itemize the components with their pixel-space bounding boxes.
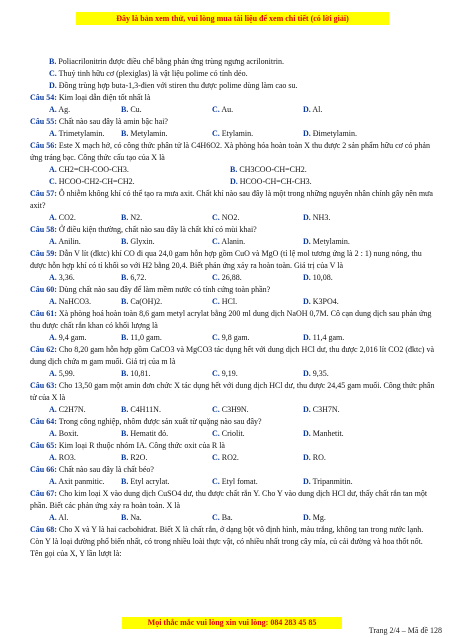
option-text: Etylamin. [219, 129, 254, 138]
option-label: B. [121, 405, 129, 414]
question [30, 116, 435, 128]
question-text: Kim loại dẫn điện tốt nhất là [56, 93, 151, 102]
answer-option [212, 476, 303, 488]
option-text: C3H9N. [219, 405, 249, 414]
answer-option [121, 368, 212, 380]
answer-option [30, 512, 121, 524]
page-number: Trang 2/4 – Mã đề 128 [368, 626, 442, 635]
option-text: 3,36. [56, 273, 75, 282]
option-text: Al. [56, 513, 69, 522]
option-line [30, 68, 435, 80]
option-text: 11,4 gam. [310, 333, 345, 342]
question-text: Este X mạch hở, có công thức phân tử là C4H6O2. Xà phòng hóa hoàn toàn X thu được 2 sản phẩm hữu cơ có phản ứng tráng bạc. Công thức cấu tạo của X là [30, 141, 430, 162]
option-text: C3H7N. [310, 405, 340, 414]
question-number: Câu 67: [30, 489, 57, 498]
answer-options [30, 368, 435, 380]
option-label: C. [212, 297, 220, 306]
option-text: C2H7N. [56, 405, 86, 414]
answer-option [121, 512, 212, 524]
answer-option [30, 452, 121, 464]
option-text: Alanin. [219, 237, 246, 246]
option-text: 9,4 gam. [56, 333, 87, 342]
option-text: 5,99. [56, 369, 75, 378]
question [30, 440, 435, 452]
question [30, 344, 435, 368]
answer-option [212, 272, 303, 284]
question-number: Câu 63: [30, 381, 57, 390]
question-number: Câu 59: [30, 249, 57, 258]
option-label: A. [49, 513, 57, 522]
option-text: 10,08. [310, 273, 333, 282]
question-text: Cho X và Y là hai cacbohiđrat. Biết X là chất rắn, ở dạng bột vô định hình, màu trắng, không tan trong nước lạnh. Còn Y là loại đường phổ biến nhất, có trong nhiều loài thực vật, có nhiều nhất trong cây mía, củ cải đường và hoa thốt nốt. Tên gọi của X, Y lần lượt là: [30, 525, 424, 558]
answer-options [30, 332, 435, 344]
option-label: B. [49, 57, 57, 66]
answer-option [212, 332, 303, 344]
option-text: Manhetit. [310, 429, 344, 438]
option-label: C. [212, 129, 220, 138]
preview-banner: Đây là bản xem thử, vui lòng mua tài liệu để xem chi tiết (có lời giải) [76, 12, 389, 25]
option-text: Glyxin. [128, 237, 155, 246]
question-number: Câu 66: [30, 465, 57, 474]
question-number: Câu 58: [30, 225, 57, 234]
option-label: D. [303, 429, 311, 438]
answer-option [303, 272, 394, 284]
answer-option [303, 368, 394, 380]
option-text: Metylamin. [128, 129, 168, 138]
question-number: Câu 57: [30, 189, 57, 198]
answer-options [30, 512, 435, 524]
question [30, 248, 435, 272]
option-text: NO2. [219, 213, 240, 222]
answer-option [212, 452, 303, 464]
answer-option [303, 512, 394, 524]
question-number: Câu 62: [30, 345, 57, 354]
question-list [30, 56, 435, 560]
answer-option [121, 104, 212, 116]
option-line [30, 80, 435, 92]
option-text: C4H11N. [128, 405, 161, 414]
option-label: D. [303, 405, 311, 414]
answer-option [303, 404, 394, 416]
option-label: C. [212, 429, 220, 438]
question-number: Câu 56: [30, 141, 57, 150]
question-text: Xà phòng hoá hoàn toàn 8,6 gam metyl acrylat bằng 200 ml dung dịch NaOH 0,7M. Cô cạn dung dịch sau phản ứng thu được chất rắn khan có khối lượng là [30, 309, 432, 330]
option-text: NaHCO3. [56, 297, 91, 306]
question [30, 224, 435, 236]
answer-option [303, 452, 394, 464]
option-label: A. [49, 405, 57, 414]
option-label: B. [121, 369, 129, 378]
option-text: 6,72. [128, 273, 147, 282]
question-text: Kim loại R thuộc nhóm IA. Công thức oxit của R là [56, 441, 225, 450]
answer-option [121, 296, 212, 308]
option-label: D. [303, 105, 311, 114]
option-label: D. [230, 177, 238, 186]
option-text: Metylamin. [310, 237, 350, 246]
option-text: Ba. [219, 513, 233, 522]
option-label: A. [49, 165, 57, 174]
answer-option [30, 164, 230, 176]
option-text: Na. [128, 513, 142, 522]
answer-options [30, 404, 435, 416]
option-text: Etyl fomat. [219, 477, 258, 486]
option-text: R2O. [128, 453, 148, 462]
option-label: B. [121, 237, 129, 246]
answer-options [30, 104, 435, 116]
option-text: Poliacrilonitrin được điều chế bằng phản ứng trùng ngưng acrilonitrin. [56, 57, 284, 66]
option-label: D. [303, 297, 311, 306]
question-text: Trong công nghiệp, nhôm được sản xuất từ quặng nào sau đây? [56, 417, 262, 426]
option-label: B. [121, 477, 129, 486]
answer-option [212, 104, 303, 116]
contact-note: Mọi thắc mắc vui lòng xin vui lòng: 084 283 45 85 [122, 617, 342, 629]
option-label: C. [212, 513, 220, 522]
question-text: Ô nhiễm không khí có thể tạo ra mưa axit. Chất khí nào sau đây là một trong những nguyên nhân chính gây nên mưa axit? [30, 189, 433, 210]
option-label: B. [121, 273, 129, 282]
answer-option [121, 476, 212, 488]
answer-option [212, 404, 303, 416]
question-text: Chất nào sau đây là amin bậc hai? [56, 117, 168, 126]
option-text: Ag. [56, 105, 71, 114]
answer-option [303, 428, 394, 440]
document-page [30, 0, 435, 637]
answer-options [30, 176, 435, 188]
option-text: HCl. [219, 297, 238, 306]
answer-options [30, 452, 435, 464]
question-text: Dùng chất nào sau đây để làm mềm nước có tính cứng toàn phần? [56, 285, 271, 294]
answer-option [30, 212, 121, 224]
option-label: B. [121, 213, 129, 222]
option-label: D. [303, 237, 311, 246]
answer-option [212, 512, 303, 524]
answer-option [230, 164, 430, 176]
answer-option [303, 476, 394, 488]
option-text: 26,88. [219, 273, 242, 282]
option-text: RO3. [56, 453, 76, 462]
question-number: Câu 61: [30, 309, 57, 318]
question-text: Cho kim loại X vào dung dịch CuSO4 dư, thu được chất rắn Y. Cho Y vào dung dịch HCl dư, thấy chất rắn tan một phần. Biết các phản ứng xảy ra hoàn toàn. X là [30, 489, 428, 510]
option-text: Tripanmitin. [310, 477, 353, 486]
question-number: Câu 64: [30, 417, 57, 426]
option-text: Etyl acrylat. [128, 477, 170, 486]
option-text: Thuỷ tinh hữu cơ (plexiglas) là vật liệu polime có tính dẻo. [56, 69, 248, 78]
option-text: 9,35. [310, 369, 329, 378]
question-number: Câu 60: [30, 285, 57, 294]
option-label: A. [49, 129, 57, 138]
option-label: D. [303, 213, 311, 222]
option-text: 9,19. [219, 369, 238, 378]
answer-option [303, 104, 394, 116]
option-text: Hematit đỏ. [128, 429, 169, 438]
question-number: Câu 68: [30, 525, 57, 534]
option-label: B. [121, 513, 129, 522]
answer-option [212, 212, 303, 224]
answer-option [121, 332, 212, 344]
option-label: C. [212, 405, 220, 414]
option-label: C. [212, 237, 220, 246]
question [30, 92, 435, 104]
option-label: A. [49, 429, 57, 438]
answer-option [303, 212, 394, 224]
option-label: C. [212, 369, 220, 378]
answer-option [303, 296, 394, 308]
option-text: N2. [128, 213, 143, 222]
option-label: B. [121, 297, 129, 306]
option-label: A. [49, 477, 57, 486]
option-label: B. [230, 165, 238, 174]
option-label: B. [121, 333, 129, 342]
answer-option [303, 332, 394, 344]
option-label: C. [212, 273, 220, 282]
option-text: Cu. [128, 105, 142, 114]
question-text: Chất nào sau đây là chất béo? [56, 465, 154, 474]
question [30, 488, 435, 512]
option-text: 10,81. [128, 369, 151, 378]
answer-option [30, 368, 121, 380]
answer-option [30, 476, 121, 488]
answer-option [121, 404, 212, 416]
answer-option [30, 176, 230, 188]
answer-option [303, 236, 394, 248]
option-text: Anilin. [56, 237, 81, 246]
option-label: C. [49, 69, 57, 78]
option-text: CO2. [56, 213, 76, 222]
option-label: A. [49, 237, 57, 246]
option-label: B. [121, 429, 129, 438]
answer-option [30, 128, 121, 140]
answer-option [212, 368, 303, 380]
option-text: Criolit. [219, 429, 245, 438]
question-text: Ở điều kiện thường, chất nào sau đây là chất khí có mùi khai? [56, 225, 257, 234]
option-label: A. [49, 273, 57, 282]
answer-option [30, 236, 121, 248]
question-text: Cho 8,20 gam hỗn hợp gồm CaCO3 và MgCO3 tác dụng hết với dung dịch HCl dư, thu được 2,016 lít CO2 (đktc) và dung dịch chứa m gam muối. Giá trị của m là [30, 345, 434, 366]
answer-option [212, 296, 303, 308]
option-text: Mg. [310, 513, 326, 522]
answer-option [212, 428, 303, 440]
option-label: C. [49, 177, 57, 186]
answer-options [30, 476, 435, 488]
option-label: A. [49, 333, 57, 342]
option-label: A. [49, 213, 57, 222]
question-number: Câu 65: [30, 441, 57, 450]
answer-options [30, 428, 435, 440]
option-text: CH2=CH-COO-CH3. [56, 165, 129, 174]
question-number: Câu 54: [30, 93, 57, 102]
option-label: D. [303, 369, 311, 378]
option-text: Al. [310, 105, 323, 114]
option-text: RO. [310, 453, 326, 462]
option-text: K3PO4. [310, 297, 339, 306]
answer-option [30, 404, 121, 416]
question [30, 308, 435, 332]
option-text: NH3. [310, 213, 331, 222]
question [30, 464, 435, 476]
option-label: A. [49, 297, 57, 306]
answer-option [121, 128, 212, 140]
answer-options [30, 236, 435, 248]
option-text: HCOO-CH2-CH=CH2. [56, 177, 135, 186]
option-text: Đimetylamin. [310, 129, 357, 138]
answer-option [30, 104, 121, 116]
option-label: C. [212, 333, 220, 342]
option-label: B. [121, 129, 129, 138]
option-label: A. [49, 369, 57, 378]
option-label: C. [212, 477, 220, 486]
option-line [30, 56, 435, 68]
answer-option [121, 452, 212, 464]
answer-option [230, 176, 430, 188]
answer-options [30, 212, 435, 224]
answer-option [212, 236, 303, 248]
answer-option [30, 428, 121, 440]
option-text: CH3COO-CH=CH2. [237, 165, 307, 174]
answer-option [30, 332, 121, 344]
option-text: 9,8 gam. [219, 333, 250, 342]
question-text: Dẫn V lít (đktc) khí CO đi qua 24,0 gam hỗn hợp gồm CuO và MgO (tỉ lệ mol tương ứng là 2 : 1) nung nóng, thu được hỗn hợp khí có tỉ khối so với H2 bằng 20,4. Biết phản ứng xảy ra hoàn toàn. Giá trị của V là [30, 249, 422, 270]
option-text: HCOO-CH=CH-CH3. [237, 177, 312, 186]
question-number: Câu 55: [30, 117, 57, 126]
option-text: Ca(OH)2. [128, 297, 163, 306]
question [30, 524, 435, 560]
option-label: C. [212, 213, 220, 222]
option-text: Đồng trùng hợp buta-1,3-đien với stiren thu được polime dùng làm cao su. [56, 81, 298, 90]
option-text: 11,0 gam. [128, 333, 162, 342]
answer-options [30, 128, 435, 140]
answer-option [30, 272, 121, 284]
answer-option [121, 428, 212, 440]
option-label: C. [212, 453, 220, 462]
question [30, 416, 435, 428]
question [30, 140, 435, 164]
option-label: D. [303, 453, 311, 462]
option-label: B. [121, 105, 129, 114]
answer-option [212, 128, 303, 140]
answer-option [121, 272, 212, 284]
option-label: C. [212, 105, 220, 114]
question-text: Cho 13,50 gam một amin đơn chức X tác dụng hết với dung dịch HCl dư, thu được 24,45 gam muối. Công thức phân tử của X là [30, 381, 435, 402]
option-label: A. [49, 453, 57, 462]
option-label: D. [303, 273, 311, 282]
answer-options [30, 296, 435, 308]
option-label: D. [303, 129, 311, 138]
answer-option [30, 296, 121, 308]
answer-options [30, 164, 435, 176]
option-label: A. [49, 105, 57, 114]
option-text: Axit panmitic. [56, 477, 105, 486]
option-label: D. [49, 81, 57, 90]
option-text: Boxit. [56, 429, 79, 438]
question [30, 284, 435, 296]
option-label: D. [303, 477, 311, 486]
answer-option [121, 236, 212, 248]
option-text: Au. [219, 105, 234, 114]
option-label: B. [121, 453, 129, 462]
option-label: D. [303, 333, 311, 342]
question [30, 188, 435, 212]
option-text: Trimetylamin. [56, 129, 105, 138]
option-label: D. [303, 513, 311, 522]
option-text: RO2. [219, 453, 239, 462]
answer-options [30, 272, 435, 284]
answer-option [303, 128, 394, 140]
question [30, 380, 435, 404]
answer-option [121, 212, 212, 224]
